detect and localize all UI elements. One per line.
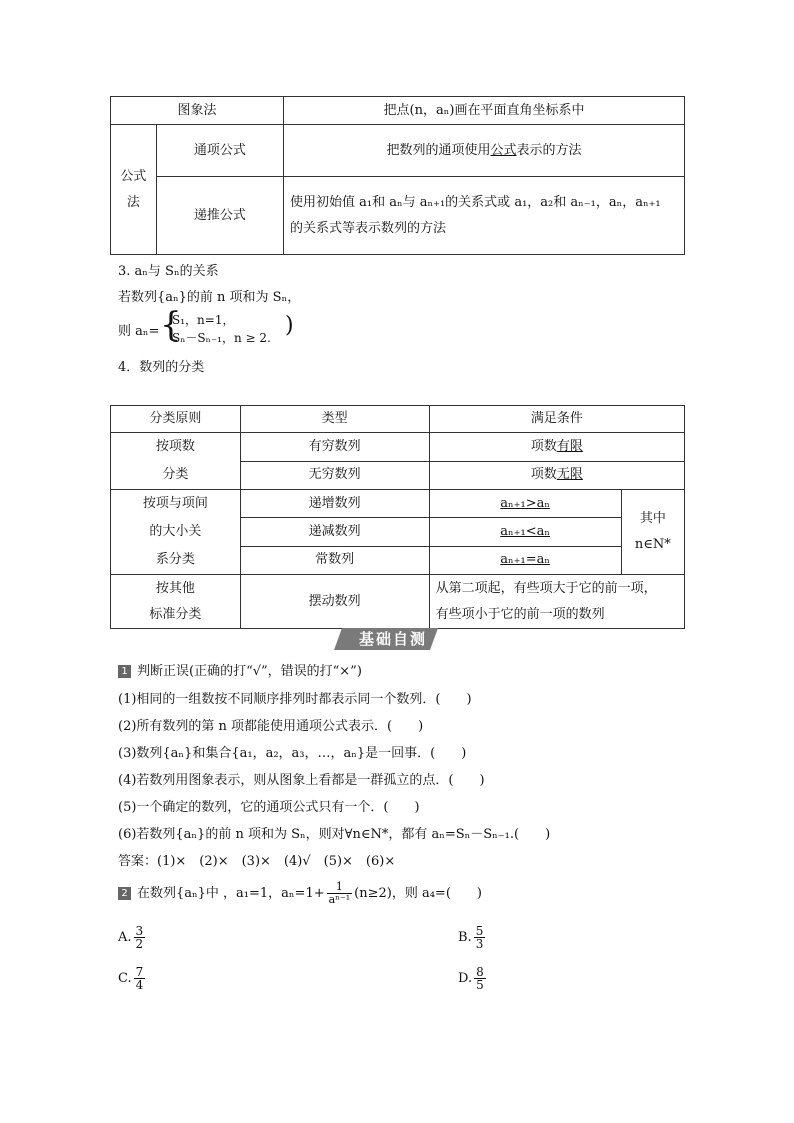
group2-note (621, 490, 684, 575)
cond-finite (429, 433, 684, 462)
group2-label-l3: 系分类 (155, 552, 195, 567)
recursive-desc-line2: 的关系式等表示数列的方法 (290, 220, 447, 236)
cond-infinite-a: 项数 (530, 467, 557, 483)
cond-decreasing: aₙ₊₁<aₙ (429, 518, 621, 546)
group2-label (111, 490, 241, 575)
cell-formula-group (111, 125, 157, 255)
cond-finite-b: 有限 (556, 438, 583, 454)
option-c[interactable] (118, 966, 147, 991)
option-d-label: D. (458, 971, 473, 986)
q1-answer: 答案：(1)× (2)× (3)× (4)√ (5)× (6)× (118, 854, 396, 869)
section3-line1: 若数列{aₙ}的前 n 项和为 Sₙ， (118, 290, 301, 305)
group3-label-l2: 标准分类 (149, 606, 202, 622)
cond-constant: aₙ₊₁=aₙ (429, 546, 621, 574)
cell-recursive-desc (284, 177, 685, 255)
option-a-label: A. (118, 930, 132, 945)
general-desc-a: 把数列的通项使用 (386, 142, 491, 158)
option-a-den: 2 (135, 937, 144, 951)
q2-fraction (327, 881, 353, 906)
recursive-desc-line1: 使用初始值 a₁和 aₙ与 aₙ₊₁的关系式或 a₁，a₂和 aₙ₋₁，aₙ，aₙ₊₁ (290, 194, 661, 210)
section3-heading: 3. aₙ与 Sₙ的关系 (118, 264, 219, 279)
header-type: 类型 (240, 406, 429, 433)
section3-case1: S₁，n=1， (172, 313, 235, 327)
cond-infinite-b: 无限 (556, 467, 583, 483)
left-brace: { (160, 305, 182, 345)
section3-case2: Sₙ－Sₙ₋₁，n ≥ 2. (172, 331, 271, 345)
group3-label-l1: 按其他 (155, 580, 195, 596)
option-c-num: 7 (135, 965, 144, 979)
cell-general-desc (284, 125, 685, 177)
header-condition: 满足条件 (429, 406, 684, 433)
group3-label (111, 575, 241, 629)
q2-text-after: (n≥2)，则 a₄=( ) (354, 886, 482, 901)
option-b-den: 3 (475, 937, 484, 951)
cond-oscillating-l1: 从第二项起，有些项大于它的前一项， (435, 580, 657, 596)
option-b-label: B. (458, 930, 472, 945)
header-principle: 分类原则 (111, 406, 241, 433)
option-d-den: 5 (476, 978, 484, 992)
group2-label-l2: 的大小关 (149, 524, 202, 539)
option-c-frac (134, 966, 146, 991)
q2-badge: 2 (118, 887, 131, 900)
option-d-frac (474, 966, 486, 991)
group2-note-l2: n∈N* (634, 537, 671, 552)
section3-prefix: 则 aₙ= (118, 324, 160, 339)
option-a[interactable] (118, 925, 147, 950)
q1-item-3: (3)数列{aₙ}和集合{a₁，a₂，a₃，…，aₙ}是一回事．( ) (118, 746, 467, 761)
option-b-frac (474, 925, 486, 950)
type-constant: 常数列 (240, 546, 429, 574)
right-paren: ) (285, 313, 294, 338)
cond-oscillating (429, 575, 684, 629)
group1-label (111, 433, 241, 490)
option-d[interactable] (458, 966, 488, 991)
general-desc-b: 表示的方法 (516, 142, 582, 158)
type-decreasing: 递减数列 (240, 518, 429, 546)
q1-title-line (118, 660, 362, 679)
q1-item-4: (4)若数列用图象表示，则从图象上看都是一群孤立的点．( ) (118, 773, 485, 788)
representation-table (110, 96, 685, 255)
q2-frac-bot: aⁿ⁻¹ (328, 893, 351, 906)
option-b[interactable] (458, 925, 487, 950)
group2-label-l1: 按项与项间 (142, 496, 208, 511)
q2-line (118, 880, 482, 908)
type-increasing: 递增数列 (240, 490, 429, 518)
section-banner: 基础自测 (358, 630, 427, 648)
classification-table (110, 405, 685, 629)
option-a-frac (134, 925, 146, 950)
formula-group-label: 公式法 (120, 168, 147, 210)
cell-general-formula: 通项公式 (156, 125, 283, 177)
type-infinite: 无穷数列 (240, 461, 429, 490)
q1-badge: 1 (118, 665, 131, 678)
cond-finite-a: 项数 (530, 438, 557, 454)
type-oscillating: 摆动数列 (240, 575, 429, 629)
q1-item-2: (2)所有数列的第 n 项都能使用通项公式表示．( ) (118, 719, 424, 734)
q1-title: 判断正误(正确的打“√”，错误的打“×”) (137, 664, 362, 679)
q1-item-1: (1)相同的一组数按不同顺序排列时都表示同一个数列．( ) (118, 692, 472, 707)
cell-graph-desc: 把点(n，aₙ)画在平面直角坐标系中 (284, 97, 685, 125)
option-b-num: 5 (475, 924, 484, 938)
q1-item-6: (6)若数列{aₙ}的前 n 项和为 Sₙ，则对∀n∈N*，都有 aₙ=Sₙ－Sₙ₋₁.( ) (118, 827, 551, 842)
cond-oscillating-l2: 有些项小于它的前一项的数列 (435, 606, 605, 622)
option-c-label: C. (118, 971, 132, 986)
general-desc-underlined: 公式 (490, 142, 517, 158)
q1-item-5: (5)一个确定的数列，它的通项公式只有一个．( ) (118, 800, 420, 815)
q2-frac-top: 1 (327, 881, 353, 894)
option-a-num: 3 (135, 924, 144, 938)
group1-label-l1: 按项数 (155, 439, 195, 454)
cond-infinite (429, 461, 684, 490)
type-finite: 有穷数列 (240, 433, 429, 462)
group1-label-l2: 分类 (162, 467, 189, 482)
section4-heading: 4．数列的分类 (118, 360, 205, 375)
q2-text-before: 在数列{aₙ}中 ，a₁=1，aₙ=1+ (137, 886, 325, 901)
group2-note-l1: 其中 (639, 511, 666, 526)
option-c-den: 4 (135, 978, 144, 992)
cell-recursive-formula: 递推公式 (156, 177, 283, 255)
cell-graph-method: 图象法 (111, 97, 284, 125)
option-d-num: 8 (476, 965, 484, 979)
cond-increasing: aₙ₊₁>aₙ (429, 490, 621, 518)
